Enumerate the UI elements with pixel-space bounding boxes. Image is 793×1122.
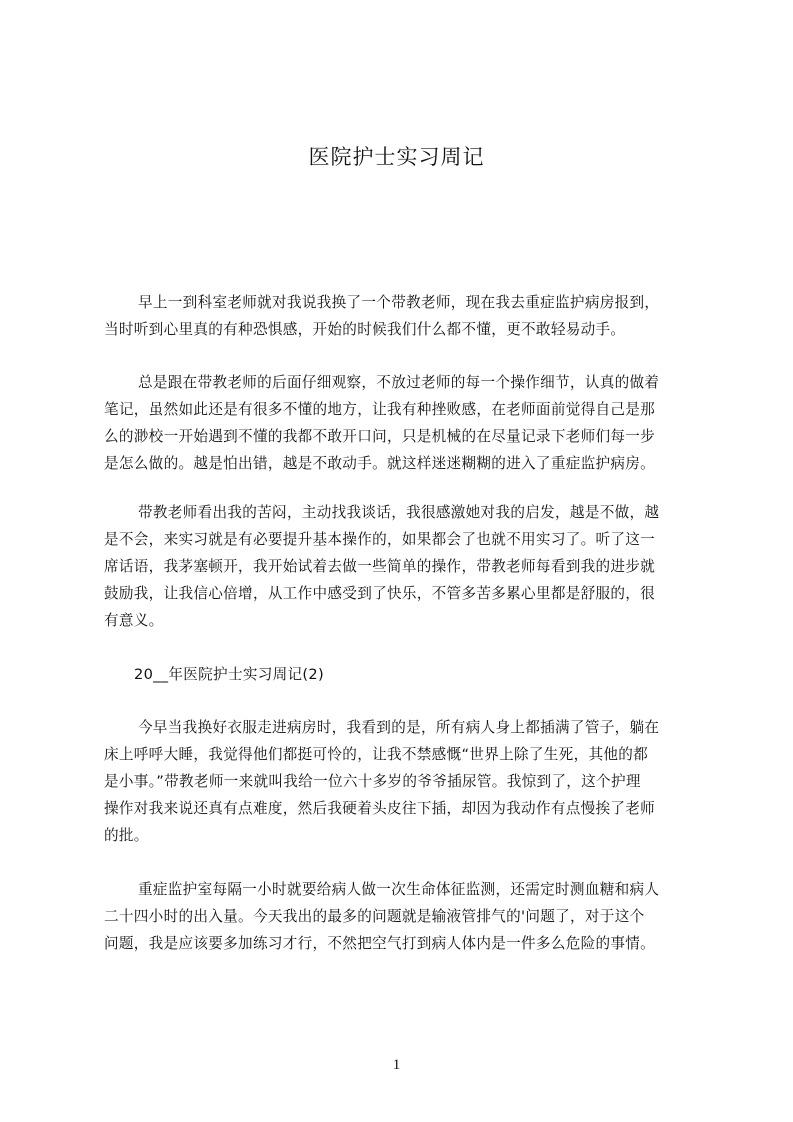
paragraph-line: 操作对我来说还真有点难度，然后我硬着头皮往下插，却因为我动作有点慢挨了老师	[104, 800, 656, 817]
paragraph-line: 席话语，我茅塞顿开，我开始试着去做一些简单的操作，带教老师每看到我的进步就	[104, 558, 656, 575]
page-number: 1	[392, 1057, 401, 1073]
paragraph-line: 今早当我换好衣服走进病房时，我看到的是，所有病人身上都插满了管子，躺在	[138, 719, 660, 736]
paragraph-line: 带教老师看出我的苦闷，主动找我谈话，我很感激她对我的启发，越是不做，越	[138, 504, 660, 521]
paragraph-line: 笔记，虽然如此还是有很多不懂的地方，让我有种挫败感，在老师面前觉得自己是那	[104, 401, 656, 418]
paragraph-line: 是不会，来实习就是有必要提升基本操作的，如果都会了也就不用实习了。听了这一	[104, 531, 656, 548]
section-heading-text: 20__年医院护士实习周记(2)	[134, 666, 324, 683]
paragraph-line: 是小事。”带教老师一来就叫我给一位六十多岁的爷爷插尿管。我惊到了，这个护理	[104, 773, 641, 790]
paragraph-line: 么的渺校一开始遇到不懂的我都不敢开口问，只是机械的在尽量记录下老师们每一步	[104, 428, 656, 445]
paragraph-1	[104, 289, 700, 343]
page-title: 医院护士实习周记	[308, 145, 485, 169]
paragraph-line: 早上一到科室老师就对我说我换了一个带教老师，现在我去重症监护病房报到，	[138, 294, 660, 311]
paragraph-line: 当时听到心里真的有种恐惧感，开始的时候我们什么都不懂，更不敢轻易动手。	[104, 321, 626, 338]
paragraph-line: 的批。	[104, 827, 149, 844]
paragraph-line: 有意义。	[104, 612, 164, 629]
paragraph-line: 床上呼呼大睡，我觉得他们都挺可怜的，让我不禁感慨“世界上除了生死，其他的都	[104, 746, 649, 763]
paragraph-line: 问题，我是应该要多加练习才行，不然把空气打到病人体内是一件多么危险的事情。	[104, 935, 656, 952]
paragraph-3	[104, 499, 700, 634]
section-heading	[104, 661, 700, 688]
paragraph-4	[104, 714, 700, 849]
paragraph-line: 总是跟在带教老师的后面仔细观察，不放过老师的每一个操作细节，认真的做着	[138, 374, 660, 391]
paragraph-line: 是怎么做的。越是怕出错，越是不敢动手。就这样迷迷糊糊的进入了重症监护病房。	[104, 455, 656, 472]
paragraph-line: 鼓励我，让我信心倍增，从工作中感受到了快乐，不管多苦多累心里都是舒服的，很	[104, 585, 656, 602]
paragraph-5	[104, 876, 700, 957]
paragraph-2	[104, 369, 700, 477]
paragraph-line: 二十四小时的出入量。今天我出的最多的问题就是输液管排气的'问题了，对于这个	[104, 908, 645, 925]
paragraph-line: 重症监护室每隔一小时就要给病人做一次生命体征监测，还需定时测血糖和病人	[138, 881, 660, 898]
